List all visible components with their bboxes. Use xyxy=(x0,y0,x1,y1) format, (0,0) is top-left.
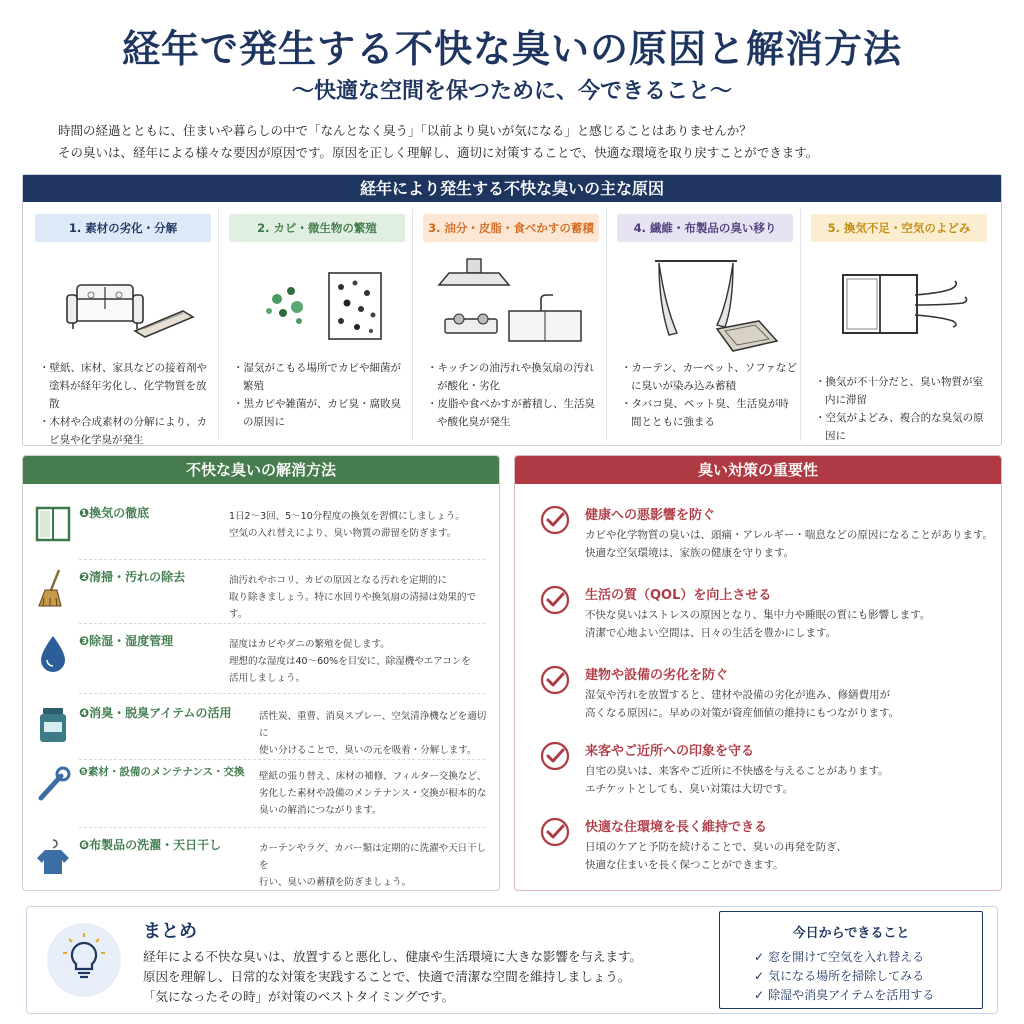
window-wind-icon xyxy=(819,255,979,355)
summary-text xyxy=(143,947,713,1007)
cause-bullet: ・黒カビや雑菌が、カビ臭・腐敗臭の原因に xyxy=(233,398,401,428)
today-item-label: 除湿や消臭アイテムを活用する xyxy=(768,988,935,1002)
solution-desc-line: 湿度はカビやダニの繁殖を促します。 xyxy=(229,639,390,650)
cause-bullet: ・キッチンの油汚れや換気扇の汚れが酸化・劣化 xyxy=(427,362,595,392)
solution-desc-line: 1日2〜3回、5〜10分程度の換気を習慣にしましょう。 xyxy=(229,511,465,522)
cause-bullet: ・タバコ臭、ペット臭、生活臭が時間とともに強まる xyxy=(621,398,789,428)
importance-desc-line: 快適な空気環境は、家族の健康を守ります。 xyxy=(585,547,795,559)
solution-title: ❸除湿・湿度管理 xyxy=(79,634,174,648)
solution-desc-line: カーテンやラグ、カバー類は定期的に洗濯や天日干しを xyxy=(259,843,487,871)
solution-desc-line: 行い、臭いの蓄積を防ぎましょう。 xyxy=(259,877,412,888)
cause-card-material xyxy=(27,209,219,446)
deodorizer-jar-icon xyxy=(35,704,71,744)
mold-icon xyxy=(237,255,397,355)
cause-bullet: ・換気が不十分だと、臭い物質が室内に滞留 xyxy=(815,376,983,406)
kitchen-icon xyxy=(431,255,591,355)
broom-icon xyxy=(35,568,71,608)
intro-text xyxy=(58,120,978,164)
check-circle-icon xyxy=(539,664,571,696)
page-subtitle: 〜快適な空間を保つために、今できること〜 xyxy=(291,78,732,104)
importance-desc-line: エチケットとしても、臭い対策は大切です。 xyxy=(585,783,794,795)
importance-desc-line: 高くなる原因に。早めの対策が資産価値の維持にもつながります。 xyxy=(585,707,900,719)
intro-line: その臭いは、経年による様々な要因が原因です。原因を正しく理解し、適切に対策することで、快適な環境を取り戻すことができます。 xyxy=(58,145,819,160)
importance-desc xyxy=(585,762,997,798)
cause-text xyxy=(427,359,603,431)
solution-humidity xyxy=(23,626,499,694)
importance-desc-line: 湿気や汚れを放置すると、建材や設備の劣化が進み、修繕費用が xyxy=(585,689,891,701)
shirt-hanger-icon xyxy=(35,836,71,876)
solution-desc xyxy=(229,572,491,623)
solution-desc-line: 空気の入れ替えにより、臭い物質の滞留を防ぎます。 xyxy=(229,528,457,539)
importance-title: 生活の質（QOL）を向上させる xyxy=(585,588,772,603)
solution-desc xyxy=(229,508,491,542)
check-circle-icon xyxy=(539,504,571,536)
solution-maintenance xyxy=(23,758,499,828)
check-circle-icon xyxy=(539,584,571,616)
solution-desc xyxy=(259,708,491,759)
cause-card-ventilation xyxy=(803,209,995,441)
importance-qol xyxy=(515,582,1001,658)
solution-desc-line: 活用しましょう。 xyxy=(229,673,306,684)
importance-desc-line: 快適な住まいを長く保つことができます。 xyxy=(585,859,784,871)
today-item xyxy=(754,986,934,1005)
solution-title: ❶換気の徹底 xyxy=(79,506,150,520)
check-circle-icon xyxy=(539,740,571,772)
solution-desc xyxy=(229,636,491,687)
solution-title: ❻布製品の洗濯・天日干し xyxy=(79,838,222,852)
importance-title: 建物や設備の劣化を防ぐ xyxy=(585,668,729,683)
solution-desc-line: 壁紙の張り替え、床材の補修、フィルター交換など、 xyxy=(259,771,487,782)
cause-bullet: ・空気がよどみ、複合的な臭気の原因に xyxy=(815,412,984,442)
solution-desc-line: 臭いの解消につながります。 xyxy=(259,805,382,816)
importance-title: 健康への悪影響を防ぐ xyxy=(585,508,716,523)
today-item xyxy=(754,948,934,967)
causes-section xyxy=(22,174,1002,446)
solution-deodorizer xyxy=(23,698,499,760)
importance-desc xyxy=(585,838,997,874)
importance-desc xyxy=(585,686,997,722)
cause-label: 5. 換気不足・空気のよどみ xyxy=(811,214,987,242)
importance-title: 快適な住環境を長く維持できる xyxy=(585,820,768,835)
solutions-heading: 不快な臭いの解消方法 xyxy=(23,456,499,484)
solution-desc-line: 劣化した素材や設備のメンテナンス・交換が根本的な xyxy=(259,788,487,799)
today-item xyxy=(754,967,934,986)
sofa-icon xyxy=(43,255,203,355)
cause-bullet: ・壁紙、床材、家具などの接着剤や塗料が経年劣化し、化学物質を放散 xyxy=(39,362,207,410)
solutions-section xyxy=(22,455,500,891)
importance-heading: 臭い対策の重要性 xyxy=(515,456,1001,484)
water-drop-icon xyxy=(35,632,71,672)
importance-desc xyxy=(585,606,997,642)
summary-line: 経年による不快な臭いは、放置すると悪化し、健康や生活環境に大きな影響を与えます。 xyxy=(143,949,643,964)
solution-desc-line: 使い分けることで、臭いの元を吸着・分解します。 xyxy=(259,745,477,756)
summary-line: 「気になったその時」が対策のベストタイミングです。 xyxy=(143,989,455,1004)
importance-desc-line: 日頃のケアと予防を続けることで、臭いの再発を防ぎ、 xyxy=(585,841,847,853)
importance-desc-line: 自宅の臭いは、来客やご近所に不快感を与えることがあります。 xyxy=(585,765,889,777)
cause-text xyxy=(39,359,215,449)
importance-title: 来客やご近所への印象を守る xyxy=(585,744,755,759)
page-title: 経年で発生する不快な臭いの原因と解消方法 xyxy=(121,26,902,71)
check-circle-icon xyxy=(539,816,571,848)
window-icon xyxy=(35,504,71,544)
cause-bullet: ・湿気がこもる場所でカビや細菌が繁殖 xyxy=(233,362,401,392)
importance-desc-line: 清潔で心地よい空間は、日々の生活を豊かにします。 xyxy=(585,627,837,639)
cause-card-oil xyxy=(415,209,607,441)
cause-card-fabric xyxy=(609,209,801,441)
lightbulb-icon xyxy=(47,923,121,997)
today-actions-box xyxy=(719,911,983,1009)
check-icon: ✓ xyxy=(754,969,765,983)
solution-desc xyxy=(259,768,491,819)
cause-text xyxy=(815,373,991,445)
solution-desc-line: 理想的な湿度は40〜60%を目安に、除湿機やエアコンを xyxy=(229,656,471,667)
importance-desc xyxy=(585,526,997,562)
cause-bullet: ・皮脂や食べかすが蓄積し、生活臭や酸化臭が発生 xyxy=(427,398,595,428)
today-item-label: 窓を開けて空気を入れ替える xyxy=(768,950,925,964)
intro-line: 時間の経過とともに、住まいや暮らしの中で「なんとなく臭う」「以前より臭いが気になる」と感じることはありませんか？ xyxy=(58,123,752,138)
cause-label: 4. 繊維・布製品の臭い移り xyxy=(617,214,793,242)
summary-title: まとめ xyxy=(143,921,197,942)
cause-label: 3. 油分・皮脂・食べかすの蓄積 xyxy=(423,214,599,242)
wrench-icon xyxy=(35,764,71,804)
solution-title: ❷清掃・汚れの除去 xyxy=(79,570,186,584)
importance-desc-line: カビや化学物質の臭いは、頭痛・アレルギー・喘息などの原因になることがあります。 xyxy=(585,529,993,541)
cause-label: 2. カビ・微生物の繁殖 xyxy=(229,214,405,242)
summary-section xyxy=(26,906,998,1014)
cause-bullet: ・木材や合成素材の分解により、カビ臭や化学臭が発生 xyxy=(39,416,207,446)
importance-section xyxy=(514,455,1002,891)
importance-environment xyxy=(515,814,1001,890)
solution-desc xyxy=(259,840,491,891)
importance-health xyxy=(515,502,1001,578)
today-title: 今日からできること xyxy=(792,926,910,941)
solution-ventilation xyxy=(23,498,499,560)
importance-desc-line: 不快な臭いはストレスの原因となり、集中力や睡眠の質にも影響します。 xyxy=(585,609,931,621)
solution-title: ❹消臭・脱臭アイテムの活用 xyxy=(79,706,232,720)
causes-heading: 経年により発生する不快な臭いの主な原因 xyxy=(23,175,1001,202)
check-icon: ✓ xyxy=(754,988,765,1002)
solution-title: ❺素材・設備のメンテナンス・交換 xyxy=(79,766,245,778)
solution-desc-line: 取り除きましょう。特に水回りや換気扇の清掃は効果的です。 xyxy=(229,592,477,620)
check-icon: ✓ xyxy=(754,950,765,964)
solution-cleaning xyxy=(23,562,499,624)
cause-text xyxy=(233,359,409,431)
lightbulb-icon-wrap xyxy=(47,923,121,997)
summary-line: 原因を理解し、日常的な対策を実践することで、快適で清潔な空間を維持しましょう。 xyxy=(143,969,631,984)
cause-label: 1. 素材の劣化・分解 xyxy=(35,214,211,242)
cause-text xyxy=(621,359,797,431)
solution-desc-line: 活性炭、重曹、消臭スプレー、空気清浄機などを適切に xyxy=(259,711,487,739)
cause-bullet: ・カーテン、カーペット、ソファなどに臭いが染み込み蓄積 xyxy=(621,362,797,392)
cause-card-mold xyxy=(221,209,413,441)
today-item-label: 気になる場所を掃除してみる xyxy=(768,969,925,983)
importance-building xyxy=(515,662,1001,738)
solution-laundry xyxy=(23,830,499,891)
importance-impression xyxy=(515,738,1001,814)
solution-desc-line: 油汚れやホコリ、カビの原因となる汚れを定期的に xyxy=(229,575,448,586)
today-list xyxy=(754,948,934,1005)
curtain-icon xyxy=(625,255,785,355)
